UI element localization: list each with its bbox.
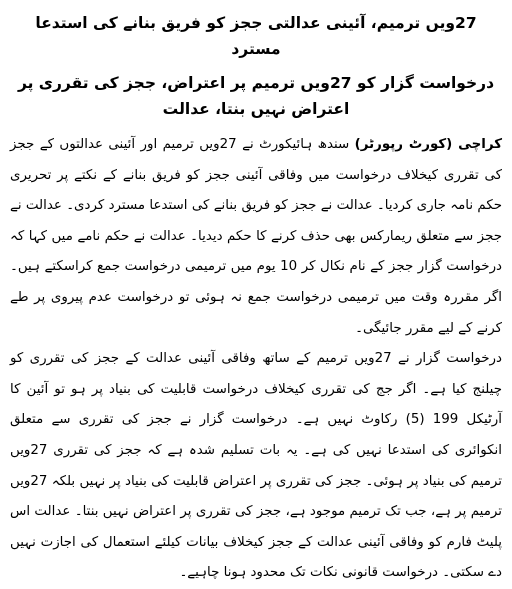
headline-primary: 27ویں ترمیم، آئینی عدالتی ججز کو فریق بنانے کی استدعا مسترد	[35, 14, 477, 58]
paragraph-1-text: سندھ ہائیکورٹ نے 27ویں ترمیم اور آئینی عدالتوں کے ججز کی تقرری کیخلاف درخواست میں وفاقی آئینی ججز کو فریق بنانے کے نکتے پر تحریری حکم نامہ جاری کردیا۔ عدالت نے ججز کو فریق بنانے کی استدعا مسترد کردی۔ عدالت نے ججز سے متعلق ریمارکس بھی حذف کرنے کا حکم دیدیا۔ عدالت نے حکم نامے میں کہا کہ درخواست گزار ججز کے نام نکال کر 10 یوم میں ترمیمی درخواست جمع کراسکتے ہیں۔ اگر مقررہ وقت میں ترمیمی درخواست جمع نہ ہوئی تو درخواست عدم پیروی پر طے کرنے کے لیے مقرر جائیگی۔	[10, 137, 502, 336]
dateline: کراچی (کورٹ رپورٹر)	[354, 137, 503, 152]
article-paragraph-1	[10, 130, 502, 344]
article-body	[10, 130, 502, 589]
headline-secondary: درخواست گزار کو 27ویں ترمیم پر اعتراض، ججز کی تقرری پر اعتراض نہیں بنتا، عدالت	[17, 74, 495, 118]
article-paragraph-2: درخواست گزار نے 27ویں ترمیم کے ساتھ وفاقی آئینی عدالت کے ججز کی تقرری کو چیلنج کیا ہے۔ اگر جج کی تقرری کیخلاف درخواست قابلیت کی بنیاد پر ہو تو آئین کا آرٹیکل 199 (5) رکاوٹ نہیں ہے۔ درخواست گزار نے ججز کی تقرری سے متعلق انکوائری کی استدعا نہیں کی ہے۔ یہ بات تسلیم شدہ ہے کہ ججز کی تقرری 27ویں ترمیم کی بنیاد پر ہوئی۔ ججز کی تقرری پر اعتراض قابلیت کی بنیاد پر نہیں بلکہ 27ویں ترمیم پر ہے، جب تک ترمیم موجود ہے، ججز کی تقرری پر اعتراض نہیں بنتا۔ عدالت اس پلیٹ فارم کو وفاقی آئینی عدالت کے ججز کیخلاف بیانات کیلئے استعمال کی اجازت نہیں دے سکتی۔ درخواست قانونی نکات تک محدود ہونا چاہیے۔	[10, 351, 502, 581]
